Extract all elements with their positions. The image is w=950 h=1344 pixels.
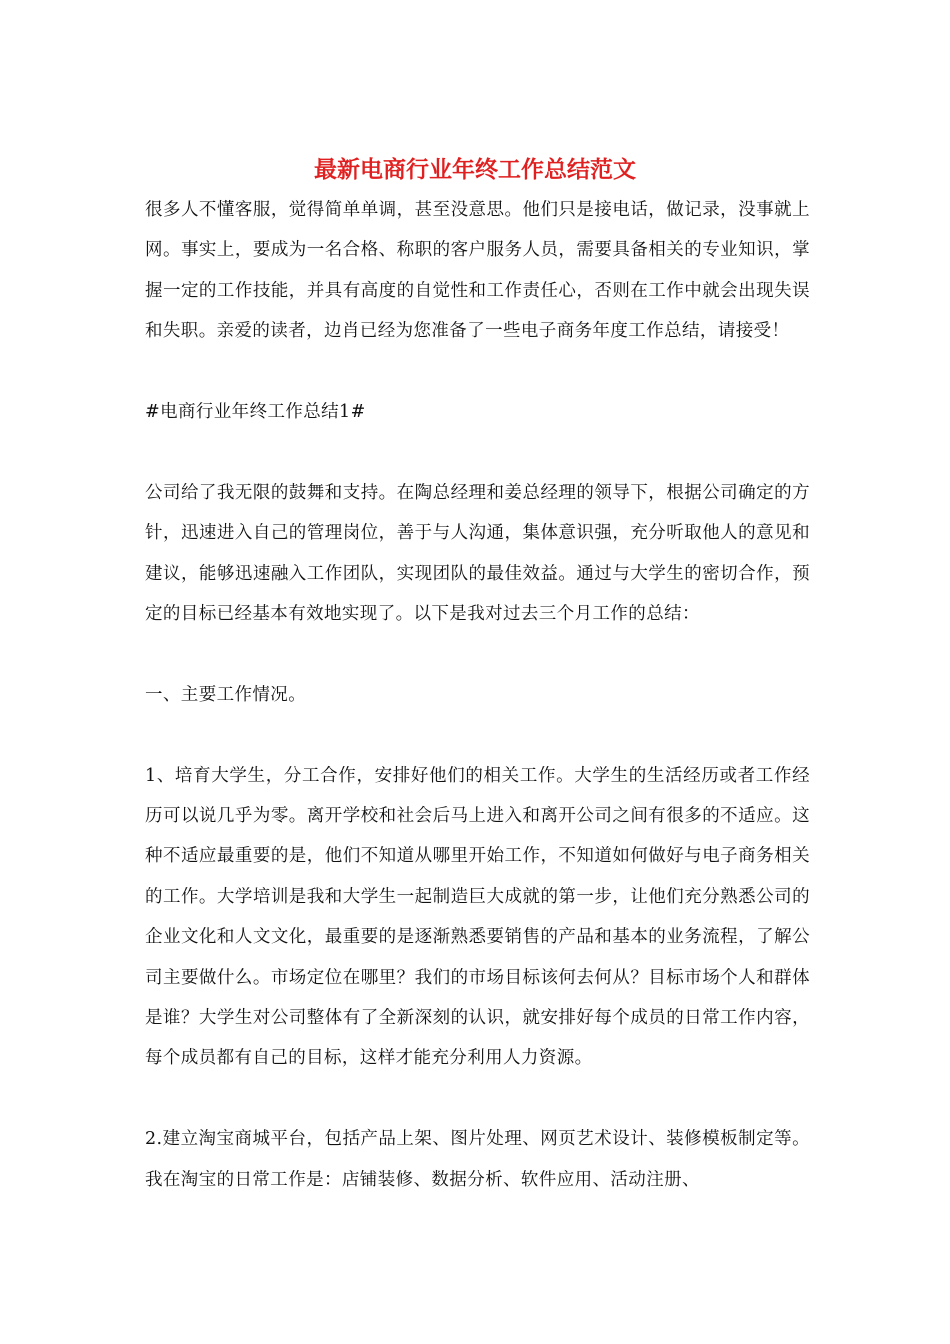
document-body bbox=[145, 190, 810, 1200]
body-paragraph: 2.建立淘宝商城平台，包括产品上架、图片处理、网页艺术设计、装修模板制定等。我在淘宝的日常工作是：店铺装修、数据分析、软件应用、活动注册、 bbox=[145, 1129, 810, 1190]
intro-paragraph: 很多人不懂客服，觉得简单单调，甚至没意思。他们只是接电话，做记录，没事就上网。事实上，要成为一名合格、称职的客户服务人员，需要具备相关的专业知识，掌握一定的工作技能，并具有高度的自觉性和工作责任心，否则在工作中就会出现失误和失职。亲爱的读者，边肖已经为您准备了一些电子商务年度工作总结，请接受！ bbox=[145, 200, 810, 342]
body-paragraph: 公司给了我无限的鼓舞和支持。在陶总经理和姜总经理的领导下，根据公司确定的方针，迅速进入自己的管理岗位，善于与人沟通，集体意识强，充分听取他人的意见和建议，能够迅速融入工作团队，实现团队的最佳效益。通过与大学生的密切合作，预定的目标已经基本有效地实现了。以下是我对过去三个月工作的总结： bbox=[145, 482, 810, 625]
paragraph-gap bbox=[145, 352, 810, 392]
paragraph-gap bbox=[145, 1079, 810, 1119]
paragraph-gap bbox=[145, 432, 810, 472]
body-paragraph: 1、培育大学生，分工合作，安排好他们的相关工作。大学生的生活经历或者工作经历可以说几乎为零。离开学校和社会后马上进入和离开公司之间有很多的不适应。这种不适应最重要的是，他们不知道从哪里开始工作，不知道如何做好与电子商务相关的工作。大学培训是我和大学生一起制造巨大成就的第一步，让他们充分熟悉公司的企业文化和人文文化，最重要的是逐渐熟悉要销售的产品和基本的业务流程，了解公司主要做什么。市场定位在哪里？我们的市场目标该何去何从？目标市场个人和群体是谁？大学生对公司整体有了全新深刻的认识，就安排好每个成员的日常工作内容，每个成员都有自己的目标，这样才能充分利用人力资源。 bbox=[145, 765, 810, 1069]
subsection-heading: 一、主要工作情况。 bbox=[145, 684, 307, 705]
section-heading: #电商行业年终工作总结1# bbox=[145, 402, 366, 423]
paragraph-gap bbox=[145, 715, 810, 755]
paragraph-gap bbox=[145, 634, 810, 674]
document-title: 最新电商行业年终工作总结范文 bbox=[314, 156, 636, 183]
